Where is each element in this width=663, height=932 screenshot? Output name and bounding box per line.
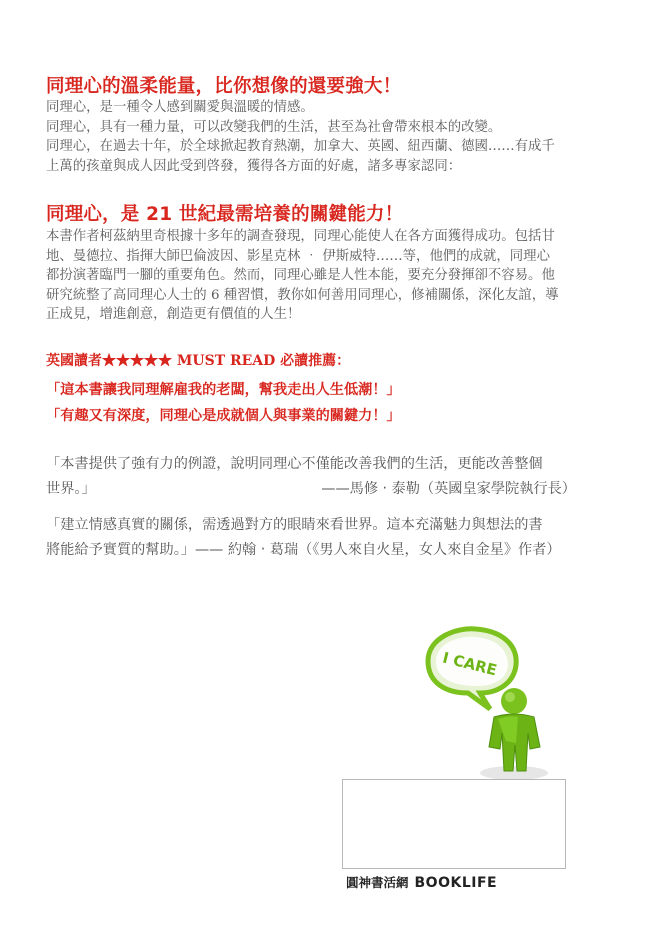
publisher-name: 圓神書活網 <box>346 875 409 890</box>
publisher-footer <box>346 873 497 891</box>
endorsement-1-line2: 世界。」 <box>46 481 96 497</box>
endorsement-2-line2: 將能給予實質的幫助。」—— 約翰 ‧ 葛瑞（《男人來自火星，女人來自金星》作者） <box>46 542 561 558</box>
section1-line: 上萬的孩童與成人因此受到啓發，獲得各方面的好處，諸多專家認同： <box>46 158 462 174</box>
section2-line: 地、曼德拉、指揮大師巴倫波因、影星克林 ‧ 伊斯威特……等，他們的成就，同理心 <box>46 248 550 264</box>
section2-heading: 同理心，是 21 世紀最需培養的關鍵能力！ <box>46 204 404 225</box>
praise-quote: 「這本書讓我同理解雇我的老闆，幫我走出人生低潮！」 <box>46 382 401 398</box>
praise-title: 英國讀者★★★★★ MUST READ 必讀推薦： <box>46 353 351 369</box>
endorsement-2-line1: 「建立情感真實的關係，需透過對方的眼睛來看世界。這本充滿魅力與想法的書 <box>46 517 543 533</box>
endorsement-1-attribution: ——馬修 ‧ 泰勒（英國皇家學院執行長） <box>321 481 576 497</box>
section1-line: 同理心，具有一種力量，可以改變我們的生活，甚至為社會帶來根本的改變。 <box>46 119 502 135</box>
section2-line: 本書作者柯茲納里奇根據十多年的調查發現，同理心能使人在各方面獲得成功。包括甘 <box>46 229 555 244</box>
section1-heading: 同理心的溫柔能量，比你想像的還要強大！ <box>46 76 402 97</box>
person-with-speech-bubble-icon <box>418 623 568 783</box>
section1-line: 同理心，是一種令人感到關愛與溫暖的情感。 <box>46 100 314 115</box>
praise-quote: 「有趣又有深度，同理心是成就個人與事業的關鍵力！」 <box>46 408 401 424</box>
person-figure-icon <box>489 688 540 771</box>
endorsement-1 <box>46 452 576 502</box>
endorsement-1-line1: 「本書提供了強有力的例證，說明同理心不僅能改善我們的生活，更能改善整個 <box>46 456 543 472</box>
section1-line: 同理心，在過去十年，於全球掀起教育熱潮，加拿大、英國、紐西蘭、德國……有成千 <box>46 139 555 154</box>
section2-line: 研究統整了高同理心人士的 6 種習慣，教你如何善用同理心，修補關係，深化友誼，導 <box>46 287 559 303</box>
section2-body <box>46 227 571 325</box>
endorsement-2 <box>46 513 576 563</box>
booklife-logo: BOOKLIFE <box>414 875 498 891</box>
section2-line: 正成見，增進創意，創造更有價值的人生！ <box>46 307 301 322</box>
section2-line: 都扮演著臨門一腳的重要角色。然而，同理心雖是人性本能，要充分發揮卻不容易。他 <box>46 268 555 283</box>
section1-body <box>46 98 571 176</box>
barcode-box <box>342 779 566 869</box>
bubble-text: I CARE <box>440 648 499 680</box>
